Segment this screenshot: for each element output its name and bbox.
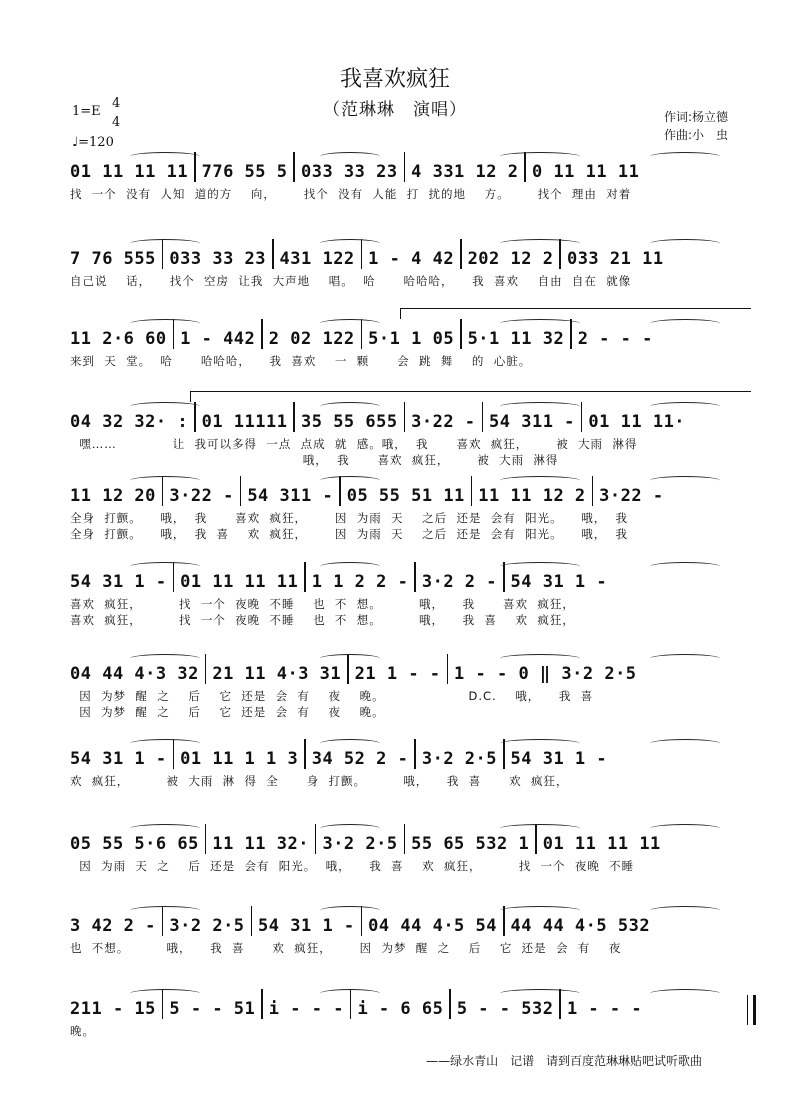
measure: 05 55 51 11	[346, 486, 465, 506]
barline	[272, 239, 274, 269]
measure: 033 33 23	[300, 162, 398, 182]
barline	[404, 824, 406, 854]
slur	[320, 319, 380, 328]
barline	[304, 562, 306, 592]
notation-line	[70, 912, 650, 936]
measure: 54 31 1 -	[258, 916, 355, 936]
slur	[320, 562, 380, 571]
slur	[130, 402, 200, 411]
measure: 033 33 23	[169, 249, 267, 269]
measure: 1 - - -	[566, 999, 643, 1019]
tempo-marking: ♩=120	[72, 135, 114, 150]
first-ending-bracket	[400, 308, 751, 319]
slur	[130, 739, 200, 748]
measure: 05 55 5·6 65	[70, 834, 199, 854]
measure: 54 31 1 -	[70, 572, 167, 592]
slur	[500, 239, 580, 248]
notation-line	[70, 745, 607, 769]
measure: 54 31 1 -	[510, 749, 608, 769]
second-ending-bracket	[190, 391, 751, 402]
slur	[650, 906, 720, 915]
measure: 01 11 11 11	[542, 834, 661, 854]
barline	[205, 824, 207, 854]
notation-line	[70, 995, 642, 1019]
slur	[500, 739, 580, 748]
slur	[320, 402, 380, 411]
measure: 5·1 1 05	[368, 329, 455, 349]
slur	[500, 319, 580, 328]
measure: 3·22 -	[599, 486, 664, 506]
measure: 01 11111	[201, 412, 288, 432]
notation-line	[70, 158, 639, 182]
barline	[404, 152, 406, 182]
barline	[581, 402, 583, 432]
slur	[650, 239, 720, 248]
measure: 7 76 555	[70, 249, 156, 269]
slur	[650, 402, 720, 411]
barline	[447, 654, 449, 684]
measure: 202 12 2	[467, 249, 554, 269]
slur	[500, 906, 580, 915]
slur	[320, 152, 380, 161]
measure: 0 11 11 11	[531, 162, 640, 182]
slur	[650, 739, 720, 748]
measure: 3·2 2·5	[322, 834, 398, 854]
measure: 3·2 2·5	[421, 749, 497, 769]
measure: 3·22 -	[411, 412, 476, 432]
measure: 11 12 20	[70, 486, 156, 506]
slur	[320, 824, 380, 833]
lyric-line: 喜欢 疯狂， 找 一个 夜晚 不睡 也 不 想。 哦， 我 喜欢 疯狂，	[70, 597, 575, 611]
measure: 1 - 4 42	[368, 249, 455, 269]
footer	[426, 1052, 702, 1069]
slur	[130, 906, 200, 915]
lyric-line-second-verse: 喜欢 疯狂， 找 一个 夜晚 不睡 也 不 想。 哦， 我 喜 欢 疯狂，	[70, 613, 575, 627]
barline	[240, 476, 242, 506]
slur	[320, 476, 380, 485]
barline	[414, 562, 416, 592]
lyric-line: 嘿…… 让 我可以多得 一点 点成 就 感。哦， 我 喜欢 疯狂， 被 大雨 淋得	[70, 437, 638, 451]
measure: i - 6 65	[357, 999, 444, 1019]
slur	[500, 654, 580, 663]
lyric-line-second-verse: 哦， 我 喜欢 疯狂， 被 大雨 淋得	[70, 453, 559, 467]
barline	[592, 476, 594, 506]
notation-line	[70, 830, 661, 854]
measure: 01 11 1 1 3	[180, 749, 299, 769]
slur	[130, 476, 200, 485]
measure: 01 11 11 11	[70, 162, 189, 182]
measure: 3 42 2 -	[70, 916, 156, 936]
measure: 04 32 32· :	[70, 412, 189, 432]
slur	[130, 562, 200, 571]
lyric-line-second-verse: 因 为梦 醒 之 后 它 还是 会 有 夜 晚。	[70, 705, 385, 719]
composer-credit: 作曲:小 虫	[663, 128, 728, 142]
lyricist-credit: 作词:杨立德	[663, 110, 728, 124]
barline	[261, 989, 263, 1019]
measure: 01 11 11·	[588, 412, 686, 432]
measure: 11 2·6 60	[70, 329, 167, 349]
measure: 431 122	[279, 249, 355, 269]
barline	[471, 476, 473, 506]
lyric-line: 也 不想。 哦， 我 喜 欢 疯狂， 因 为梦 醒 之 后 它 还是 会 有 夜	[70, 941, 622, 955]
slur	[500, 402, 580, 411]
listen-note: 请到百度范琳琳贴吧试听歌曲	[545, 1054, 702, 1068]
lyric-line: 找 一个 没有 人知 道的方 向， 找个 没有 人能 打 扰的地 方。 找个 理由 对着	[70, 187, 632, 201]
barline	[205, 654, 207, 684]
slur	[650, 989, 720, 998]
measure: 2 02 122	[268, 329, 355, 349]
slur	[500, 476, 580, 485]
measure: 3·2 2·5	[169, 916, 245, 936]
slur	[650, 562, 720, 571]
notation-line	[70, 568, 607, 592]
song-title: 我喜欢疯狂	[339, 67, 450, 92]
slur	[320, 654, 380, 663]
slur	[130, 319, 200, 328]
barline	[304, 739, 306, 769]
slur	[320, 239, 380, 248]
measure: 44 44 4·5 532	[510, 916, 651, 936]
measure: 1 - - 0 ‖ 3·2 2·5	[454, 664, 637, 684]
measure: 54 31 1 -	[70, 749, 167, 769]
measure: 21 11 4·3 31	[212, 664, 342, 684]
measure: 11 11 12 2	[478, 486, 586, 506]
barline	[482, 402, 484, 432]
slur	[130, 152, 200, 161]
final-barline	[747, 995, 756, 1025]
barline	[261, 319, 263, 349]
key-signature: 1=E	[72, 104, 101, 119]
barline	[293, 402, 295, 432]
measure: 1 1 2 2 -	[311, 572, 409, 592]
measure: 54 311 -	[489, 412, 575, 432]
barline	[460, 239, 462, 269]
slur	[320, 906, 380, 915]
lyric-line: 欢 疯狂， 被 大雨 淋 得 全 身 打颤。 哦， 我 喜 欢 疯狂，	[70, 774, 569, 788]
slur	[650, 152, 720, 161]
slur	[500, 562, 580, 571]
slur	[650, 654, 720, 663]
measure: 5·1 11 32	[467, 329, 565, 349]
credits	[664, 108, 728, 144]
slur	[130, 654, 200, 663]
slur	[650, 824, 720, 833]
notation-line	[70, 408, 685, 432]
measure: 211 - 15	[70, 999, 156, 1019]
slur	[320, 739, 380, 748]
slur	[500, 989, 580, 998]
slur	[130, 989, 200, 998]
measure: 3·22 -	[169, 486, 234, 506]
lyric-line: 来到 天 堂。 哈 哈哈哈， 我 喜欢 一 颗 会 跳 舞 的 心脏。	[70, 354, 532, 368]
time-signature-bottom: 4	[112, 115, 121, 130]
slur	[500, 824, 580, 833]
time-signature-top: 4	[112, 96, 121, 111]
measure: 3·2 2 -	[421, 572, 497, 592]
measure: 033 21 11	[566, 249, 664, 269]
transcriber-credit: ——绿水青山 记谱	[426, 1054, 535, 1068]
measure: 11 11 32·	[212, 834, 309, 854]
notation-line	[70, 325, 653, 349]
slur	[130, 239, 200, 248]
measure: 5 - - 51	[169, 999, 256, 1019]
lyric-line: 全身 打颤。 哦， 我 喜欢 疯狂， 因 为雨 天 之后 还是 会有 阳光。 哦， 我	[70, 511, 629, 525]
slur	[650, 319, 720, 328]
measure: 35 55 655	[300, 412, 398, 432]
measure: 5 - - 532	[456, 999, 554, 1019]
barline	[404, 402, 406, 432]
barline	[414, 739, 416, 769]
measure: 54 311 -	[247, 486, 334, 506]
slur	[500, 152, 580, 161]
notation-line	[70, 482, 664, 506]
measure: 1 - 442	[180, 329, 256, 349]
notation-line	[70, 245, 664, 269]
measure: 55 65 532 1	[411, 834, 530, 854]
slur	[130, 824, 200, 833]
notation-line	[70, 660, 637, 684]
barline	[315, 824, 317, 854]
measure: 34 52 2 -	[311, 749, 409, 769]
measure: 04 44 4·3 32	[70, 664, 199, 684]
measure: 21 1 - -	[354, 664, 441, 684]
lyric-line-second-verse: 全身 打颤。 哦， 我 喜 欢 疯狂， 因 为雨 天 之后 还是 会有 阳光。 哦， 我	[70, 527, 629, 541]
measure: 01 11 11 11	[180, 572, 299, 592]
lyric-line: 晚。	[70, 1024, 95, 1038]
measure: 2 - - -	[577, 329, 653, 349]
measure: 54 31 1 -	[510, 572, 608, 592]
barline	[251, 906, 253, 936]
lyric-line: 自己说 话， 找个 空房 让我 大声地 唱。 哈 哈哈哈， 我 喜欢 自由 自在 就像	[70, 274, 632, 288]
measure: 04 44 4·5 54	[368, 916, 497, 936]
slur	[320, 989, 380, 998]
barline	[460, 319, 462, 349]
lyric-line: 因 为梦 醒 之 后 它 还是 会 有 夜 晚。 D.C. 哦， 我 喜	[70, 689, 594, 703]
measure: 4 331 12 2	[411, 162, 519, 182]
measure: i - - -	[268, 999, 344, 1019]
lyric-line: 因 为雨 天 之 后 还是 会有 阳光。 哦， 我 喜 欢 疯狂， 找 一个 夜晚 不睡	[70, 859, 635, 873]
barline	[449, 989, 451, 1019]
slur	[650, 476, 720, 485]
measure: 776 55 5	[201, 162, 288, 182]
barline	[293, 152, 295, 182]
performer-subtitle: （范琳琳 演唱）	[323, 100, 467, 120]
